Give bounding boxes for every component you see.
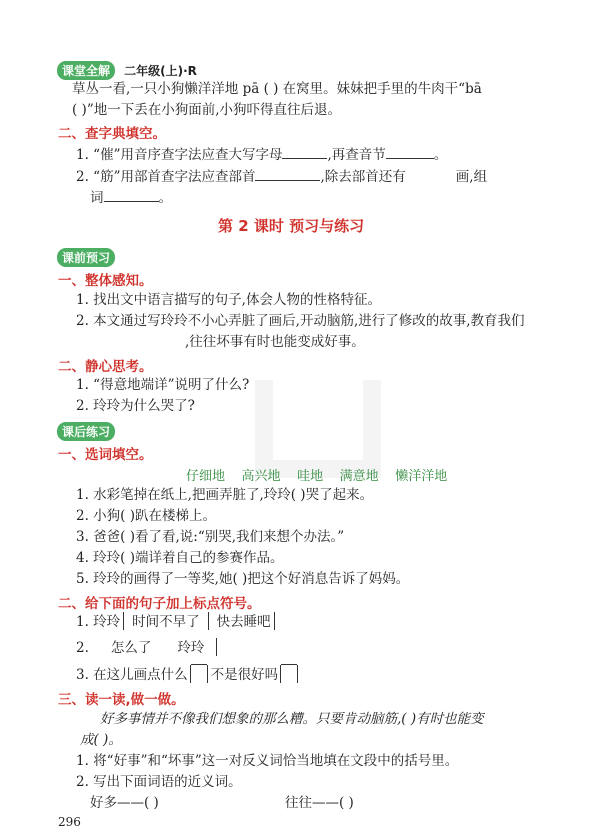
dict-question-2: [76, 166, 487, 186]
question: 4. 玲玲( )端详着自己的参赛作品。: [76, 550, 284, 566]
punctuation-slot[interactable]: [191, 664, 207, 683]
practice-badge: 课后练习: [57, 422, 115, 441]
header: [57, 60, 197, 80]
punctuation-q3: [76, 664, 298, 684]
question: 2. 写出下面词语的近义词。: [76, 774, 242, 790]
answer-blank[interactable]: [104, 187, 159, 202]
dict-question-1: [76, 144, 447, 164]
word-option: 高兴地: [241, 469, 281, 484]
text: 不是很好吗: [210, 667, 279, 683]
question: 2. 玲玲为什么哭了?: [76, 398, 195, 414]
text: 怎么了: [110, 640, 152, 656]
header-badge: 课堂全解: [57, 61, 115, 80]
synonym-item: 往往——( ): [285, 795, 354, 811]
word-option: 仔细地: [186, 469, 226, 484]
question: 3. 爸爸( )看了看,说:“别哭,我们来想个办法。”: [76, 529, 345, 545]
dict-question-2-cont: [90, 187, 172, 207]
word-bank: [186, 465, 447, 484]
pre-study-badge: 课前预习: [57, 248, 115, 267]
text: 3. 在这儿画点什么: [76, 667, 188, 683]
text: 2.: [76, 640, 89, 656]
synonym-item: 好多——( ): [90, 795, 159, 811]
reading-passage-line-2: 成( )。: [80, 732, 122, 748]
answer-blank[interactable]: [282, 144, 327, 159]
punctuation-slot[interactable]: [123, 612, 124, 630]
punctuation-slot[interactable]: [208, 612, 209, 630]
section-title: 一、选词填空。: [58, 447, 153, 463]
punctuation-slot[interactable]: [216, 638, 217, 656]
text: 玲玲: [177, 640, 205, 656]
practice-badge-wrap: [57, 421, 115, 441]
question-cont: ,往往坏事有时也能变成好事。: [185, 334, 365, 350]
text: 快去睡吧: [216, 614, 271, 630]
punctuation-q1: [76, 612, 275, 631]
question: 2. 本文通过写玲玲不小心弄脏了画后,开动脑筋,进行了修改的故事,教育我们: [76, 313, 525, 329]
question: 2. 小狗( )趴在楼梯上。: [76, 508, 216, 524]
question: 1. 找出文中语言描写的句子,体会人物的性格特征。: [76, 292, 381, 308]
top-line-1: 草丛一看,一只小狗懒洋洋地 pā ( ) 在窝里。妹妹把手里的牛肉干“bā: [72, 81, 482, 97]
section-title: 一、整体感知。: [58, 273, 153, 289]
question: 1. 水彩笔掉在纸上,把画弄脏了,玲玲( )哭了起来。: [76, 487, 374, 503]
text: ,再查音节: [327, 147, 386, 163]
punctuation-slot[interactable]: [274, 612, 275, 630]
reading-passage-line-1: 好多事情并不像我们想象的那么糟。只要肯动脑筋,( )有时也能变: [100, 711, 484, 727]
page-number: 296: [58, 815, 81, 829]
section-title: 二、给下面的句子加上标点符号。: [58, 596, 261, 612]
text: ,除去部首还有: [320, 169, 406, 185]
text: 词: [90, 190, 104, 206]
text: 2. “筋”用部首查字法应查部首: [76, 169, 256, 185]
punctuation-slot[interactable]: [207, 665, 208, 683]
punctuation-slot[interactable]: [297, 665, 298, 683]
section-title: 二、查字典填空。: [58, 126, 166, 142]
punctuation-slot[interactable]: [281, 664, 297, 683]
word-option: 满意地: [339, 469, 379, 484]
top-line-2: ( )”地一下丢在小狗面前,小狗吓得直往后退。: [72, 102, 342, 118]
question: 1. “得意地端详”说明了什么?: [76, 377, 250, 393]
lesson-title: 第 2 课时 预习与练习: [218, 217, 365, 235]
text: 1. “催”用音序查字法应查大写字母: [76, 147, 283, 163]
section-title: 三、读一读,做一做。: [58, 692, 185, 708]
watermark: [255, 380, 381, 478]
pre-study-badge-wrap: [57, 247, 115, 267]
question: 5. 玲玲的画得了一等奖,她( )把这个好消息告诉了妈妈。: [76, 571, 410, 587]
punctuation-q2: [76, 638, 217, 657]
word-option: 哇地: [297, 469, 324, 484]
grade-label: 二年级(上)·R: [124, 64, 197, 78]
answer-blank[interactable]: [406, 167, 456, 181]
answer-blank[interactable]: [255, 166, 320, 181]
question: 1. 将“好事”和“坏事”这一对反义词恰当地填在文段中的括号里。: [76, 753, 459, 769]
section-title: 二、静心思考。: [58, 359, 153, 375]
text: 。: [433, 147, 448, 163]
text: 1. 玲玲: [76, 614, 121, 630]
word-option: 懒洋洋地: [395, 469, 448, 484]
text: 。: [158, 190, 172, 206]
answer-blank[interactable]: [386, 144, 434, 159]
text: 时间不早了: [132, 614, 200, 630]
text: 画,组: [455, 169, 488, 185]
